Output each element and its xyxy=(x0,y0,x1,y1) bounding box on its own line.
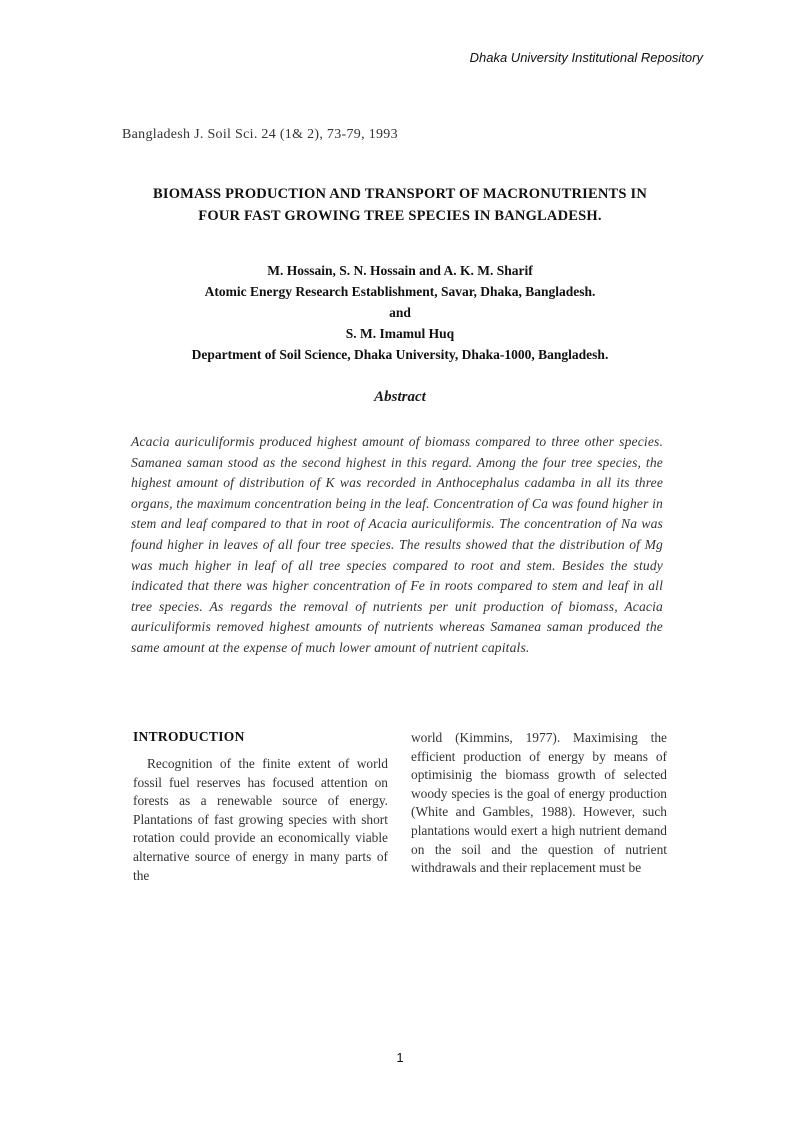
journal-citation: Bangladesh J. Soil Sci. 24 (1& 2), 73-79, 1993 xyxy=(122,127,398,142)
title-line-2: FOUR FAST GROWING TREE SPECIES IN BANGLADESH. xyxy=(198,208,602,224)
author-block xyxy=(100,260,700,365)
introduction-heading: INTRODUCTION xyxy=(133,729,245,744)
author-group-1: M. Hossain, S. N. Hossain and A. K. M. Sharif xyxy=(267,263,533,278)
author-group-2: S. M. Imamul Huq xyxy=(345,326,455,341)
left-column xyxy=(133,729,388,885)
abstract-text: Acacia auriculiformis produced highest amount of biomass compared to three other species. Samanea saman stood as the second highest in this regard. Among the four tree species, the highest amount of distribution of K was recorded in Anthocephalus cadamba in all its three organs, the maximum concentration being in the leaf. Concentration of Ca was found higher in stem and leaf compared to that in root of Acacia auriculiformis. The concentration of Na was found higher in leaves of all four tree species. The results showed that the distribution of Mg was much higher in leaf of all tree species compared to root and stem. Besides the study indicated that there was higher concentration of Fe in roots compared to stem and leaf in all tree species. As regards the removal of nutrients per unit production of biomass, Acacia auriculiformis removed highest amounts of nutrients whereas Samanea saman produced the same amount at the expense of much lower amount of nutrient capitals. xyxy=(131,434,663,655)
introduction-text-left: Recognition of the finite extent of world fossil fuel reserves has focused attention on forests as a renewable source of energy. Plantations of fast growing species with short rotation could provide an economically viable alternative source of energy in many parts of the xyxy=(133,756,388,883)
introduction-text-right: world (Kimmins, 1977). Maximising the efficient production of energy by means of optimisinig the biomass growth of selected woody species is the goal of energy production (White and Gambles, 1988). However, such plantations would exert a high nutrient demand on the soil and the question of nutrient withdrawals and their replacement must be xyxy=(411,730,667,876)
paper-title xyxy=(100,183,700,227)
repository-header: Dhaka University Institutional Repository xyxy=(469,50,703,65)
title-line-1: BIOMASS PRODUCTION AND TRANSPORT OF MACRONUTRIENTS IN xyxy=(152,186,648,202)
page-number: 1 xyxy=(396,1050,404,1065)
abstract-heading: Abstract xyxy=(374,389,426,405)
affiliation-1: Atomic Energy Research Establishment, Savar, Dhaka, Bangladesh. xyxy=(204,284,596,299)
affiliation-2: Department of Soil Science, Dhaka University, Dhaka-1000, Bangladesh. xyxy=(191,347,609,362)
right-column xyxy=(411,729,667,878)
author-conjunction: and xyxy=(389,305,411,320)
